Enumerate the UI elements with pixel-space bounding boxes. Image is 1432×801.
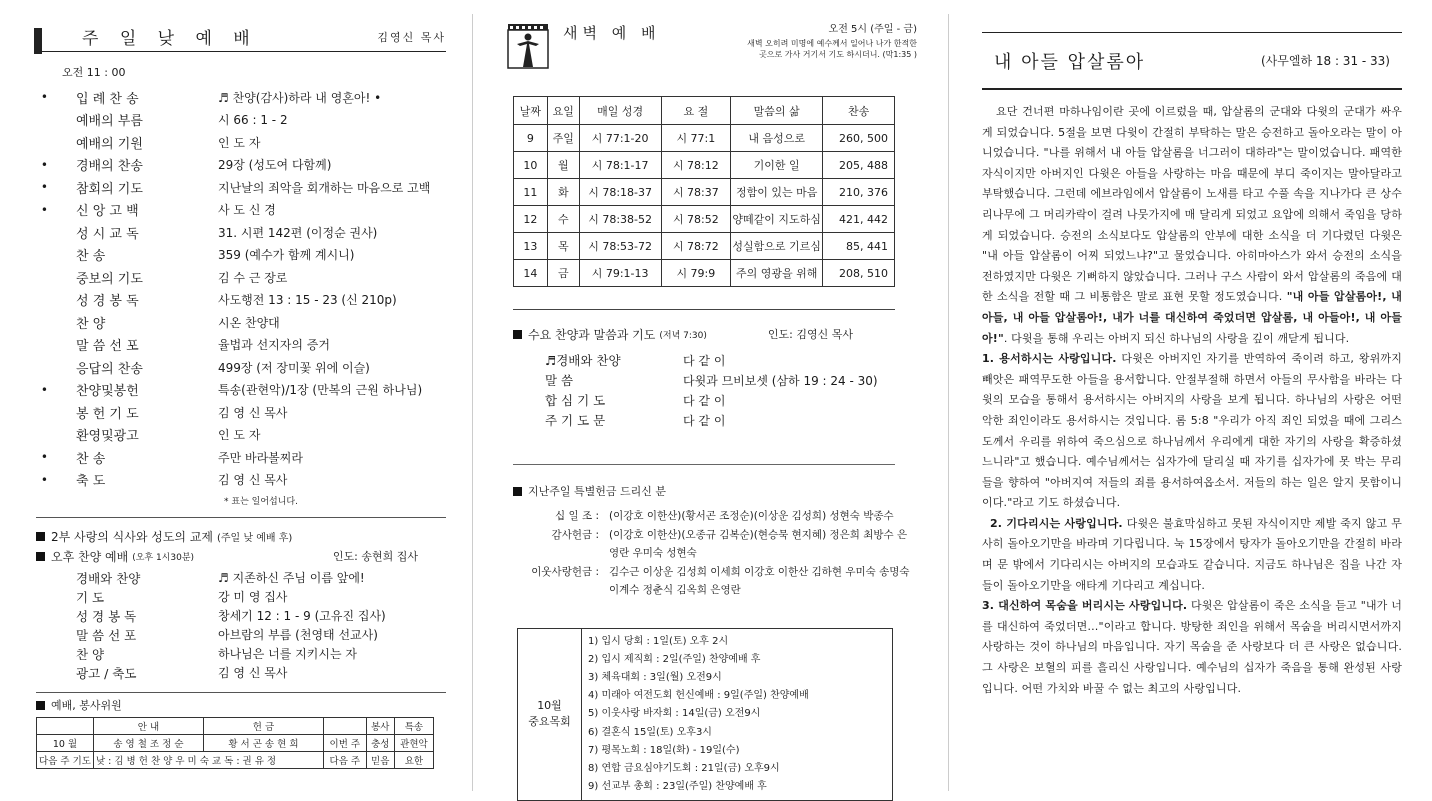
order-item [36,199,446,222]
table-cell: 송 영 철 조 정 순 [93,735,203,752]
part2-title: 2부 사랑의 식사와 성도의 교제 [51,529,213,544]
october-label-text: 중요목회 [528,715,571,729]
table-cell [323,718,366,735]
order-item [513,410,917,430]
table-cell: 특송 [394,718,433,735]
order-item-name: 기 도 [76,589,105,605]
offering-heading [513,481,917,501]
offering-row [513,526,917,563]
afternoon-leader: 인도: 송현희 집사 [332,550,418,563]
article-text: 다윗은 아버지인 자기를 반역하여 죽이려 하고, 왕위까지 빼앗은 패역무도한 아들을 용서합니다. 안절부절해 하면서 아들의 무사함을 바라는 다윗의 모습을 통해서 용서하시는 아버지의 사랑을 보게 됩니다. 하나님의 사랑은 어떤 악한 죄인이라도 용서하시는 것입니다. 롬 5:8 "우리가 아직 죄인 되었을 때에 그리스도께서 우리를 위하여 죽으심으로 하나님께서 우리에게 대한 자기의 사랑을 확증하셨느니라"고 했습니다. 예수님께서는 십자가에 달리실 때 자기를 십자가에 못 박는 무리들을 향하여 "아버지여 저들의 죄를 용서하여옵소서. 저들의 하는 일은 알지 못함이니이다."라고 기도 하셨습니다. [982,352,1402,510]
october-schedule-table [517,628,893,801]
offering-type: 십 일 조 : [555,510,599,522]
bullet-square-icon [36,701,45,710]
list-item: 7) 평목노회 : 18일(화) - 19일(수) [588,744,740,756]
article-text: 다윗은 압살롬이 죽은 소식을 듣고 "내가 너를 대신하여 죽었더면…"이라고 합니다. 방탕한 죄인을 위해서 목숨을 버리시면서까지 사랑하는 것이 하나님의 마음입니다. 자기 목숨을 준 사랑보다 더 큰 사랑은 없습니다. 그 사랑은 보혈의 피를 흘리신 사랑입니다. 예수님의 십자가 죽음을 통해 완성된 사랑입니다. 어떤 가치와 바꿀 수 없는 최고의 사랑입니다. [982,599,1402,695]
table-cell: 양떼같이 지도하심 [731,206,823,233]
order-item [36,266,446,289]
table-cell: 208, 510 [823,260,895,287]
order-item-name: 축 도 [76,474,106,490]
order-item [36,244,446,267]
article-point-heading: 3. 대신하여 목숨을 버리시는 사랑입니다. [982,599,1188,613]
sunday-time: 오전 11 : 00 [62,66,126,79]
order-item-name: 찬 송 [76,249,106,265]
list-item: 6) 결혼식 15일(토) 오후3시 [588,726,712,738]
table-cell: 9 [514,125,548,152]
bullet-square-icon [513,487,522,496]
part2-sub: (주일 낮 예배 후) [217,532,293,544]
dawn-schedule-table [513,96,895,287]
order-item-value: 아브람의 부름 (천영태 선교사) [218,628,378,642]
order-item-name: 환영및광고 [76,429,139,445]
article-point-heading: 1. 용서하시는 사랑입니다. [982,352,1117,366]
order-item [36,625,446,644]
order-item-value: 주만 바라볼찌라 [218,450,303,465]
order-item-value: 359 (예수가 함께 계시니) [218,248,355,263]
standing-mark: • [40,180,48,195]
order-item-value: 다 같 이 [683,413,726,428]
table-cell: 봉사 [366,718,394,735]
article-paragraph [982,596,1402,699]
afternoon-heading [36,546,446,566]
sunday-order-list [36,86,446,491]
table-cell: 210, 376 [823,179,895,206]
order-item-name: ♬경배와 찬양 [545,353,621,368]
order-item-value: ♬ 찬양(감사)하라 내 영혼아! • [218,90,382,105]
table-row [514,152,895,179]
order-item [36,176,446,199]
order-item-value: 다윗과 므비보셋 (삼하 19 : 24 - 30) [683,373,878,388]
dawn-verse-line: 새벽 오히려 미명에 예수께서 일어나 나가 한적한 [747,39,917,48]
table-cell: 성실함으로 기르심 [731,233,823,260]
staff-heading [36,697,446,713]
order-item [36,334,446,357]
table-cell: 시 78:53-72 [579,233,661,260]
table-cell [37,718,94,735]
october-label [518,628,582,801]
staff-table [36,717,434,769]
order-item-value: 인 도 자 [218,428,261,443]
title-bar-marker [34,28,42,54]
order-item-value: 하나님은 너를 지키시는 자 [218,647,357,661]
table-cell: 시 77:1-20 [579,125,661,152]
sunday-column [0,0,470,801]
wed-order-list [513,350,917,430]
order-item-name: 입 례 찬 송 [76,91,139,107]
order-item-name: 합 심 기 도 [545,393,606,408]
order-item [36,424,446,447]
section-rule [36,517,446,518]
table-row [514,206,895,233]
order-item [36,401,446,424]
table-cell: 421, 442 [823,206,895,233]
table-cell: 시 78:52 [661,206,731,233]
list-item: 1) 입시 당회 : 1일(토) 오후 2시 [588,635,729,647]
order-item [36,221,446,244]
table-cell: 85, 441 [823,233,895,260]
staff-title: 예배, 봉사위원 [51,699,122,712]
order-item-value: 다 같 이 [683,353,726,368]
table-cell: 시 78:72 [661,233,731,260]
section-rule [513,464,895,465]
table-cell: 헌 금 [203,718,323,735]
order-item [36,379,446,402]
table-cell: 12 [514,206,548,233]
table-cell: 월 [547,152,579,179]
list-item: 2) 입시 제직회 : 2일(주일) 찬양예배 후 [588,653,761,665]
table-header-cell: 매일 성경 [579,97,661,125]
table-cell: 14 [514,260,548,287]
table-cell: 주의 영광을 위해 [731,260,823,287]
order-item-value: 사 도 신 경 [218,203,276,218]
sunday-pastor: 김영신 목사 [377,30,446,44]
order-item [36,86,446,109]
standing-note: * 표는 일어섭니다. [224,497,298,507]
table-cell: 시 79:1-13 [579,260,661,287]
order-item-name: 말 씀 선 포 [76,339,139,355]
table-header-row [514,97,895,125]
table-cell: 시 78:18-37 [579,179,661,206]
order-item [36,131,446,154]
order-item-name: 예배의 기원 [76,136,143,152]
table-cell: 시 78:37 [661,179,731,206]
article-paragraph [982,349,1402,514]
table-cell: 260, 500 [823,125,895,152]
order-item-value: 김 수 근 장로 [218,270,288,285]
standing-mark: • [40,450,48,465]
article-text: 요단 건너편 마하나임이란 곳에 이르렀을 때, 압살롬의 군대와 다윗의 군대가 싸우게 되었습니다. 5절을 보면 다윗이 간절히 부탁하는 말은 승전하고 돌아오라는 말이 아니었습니다. "나를 위해서 내 아들 압살롬을 너그러이 대하라"는 말이었습니다. 패역한 자식이지만 아버지인 다윗은 아들을 사랑하는 마음 때문에 부디 죽이지는 말아달라고 부탁했습니다. 그런데 에브라임에서 압살롬이 노새를 타고 수풀 속을 지나가다 큰 상수리나무에 그 머리카락이 걸려 나뭇가지에 매 달리게 되었고 요압에 의해서 죽임을 당하게 되었습니다. 승전의 소식보다도 압살롬의 안부에 대한 소식을 더 기다렸던 다윗은 "내 아들 압살롬이 어찌 되었느냐?"고 물었습니다. 아히마아스가 와서 승전의 소식을 전하였지만 다윗은 기뻐하지 않았습니다. 그러나 구스 사람이 와서 압살롬의 죽음에 대한 소식을 전할 때 그 비통함은 말로 표현 못할 정도였습니다. [982,105,1402,304]
sunday-service-title: 주 일 낮 예 배 [82,29,258,49]
table-cell: 시 78:12 [661,152,731,179]
dawn-column [475,0,945,801]
dawn-verse-line: 곳으로 가사 거기서 기도 하시더니. (막1:35 ) [759,50,917,59]
order-item [513,350,917,370]
table-cell: 11 [514,179,548,206]
table-row [518,628,893,801]
order-item [36,356,446,379]
table-header-cell: 요 절 [661,97,731,125]
order-item-value: 지난날의 죄악을 회개하는 마음으로 고백 [218,180,431,195]
offering-row [513,563,917,600]
order-item-value: 율법과 선지자의 증거 [218,338,330,353]
article-text: . 다윗을 통해 우리는 아버지 되신 하나님의 사랑을 깊이 깨닫게 됩니다. [1003,331,1350,345]
table-cell: 내 음성으로 [731,125,823,152]
standing-mark: • [40,157,48,172]
offering-type: 감사헌금 : [551,528,599,541]
section-rule [36,692,446,693]
wed-time: (저녁 7:30) [659,330,707,341]
table-row [37,752,434,769]
table-row [37,718,434,735]
table-cell: 13 [514,233,548,260]
article-title: 내 아들 압살롬아 [994,51,1146,73]
table-cell: 시 77:1 [661,125,731,152]
afternoon-order-list [36,568,446,682]
dawn-title: 새벽 예 배 [563,24,661,42]
table-row [514,179,895,206]
order-item-name: 중보의 기도 [76,271,143,287]
order-item-name: 신 앙 고 백 [76,204,139,220]
order-item-value: 499장 (저 장미꽃 위에 이슬) [218,360,370,375]
article-reference: (사무엘하 18 : 31 - 33) [1261,54,1390,68]
table-header-cell: 날짜 [514,97,548,125]
order-item-name: 주 기 도 문 [545,413,606,428]
order-item [36,469,446,492]
table-cell: 205, 488 [823,152,895,179]
order-item-value: 31. 시편 142편 (이정순 권사) [218,225,378,240]
list-item: 9) 선교부 총회 : 23일(주일) 찬양예배 후 [588,781,767,793]
standing-mark: • [40,90,48,105]
table-cell: 이번 주 [323,735,366,752]
article-paragraph [982,514,1402,596]
order-item-value: 김 영 신 목사 [218,473,288,488]
bullet-square-icon [36,532,45,541]
order-item [513,370,917,390]
order-item [36,663,446,682]
order-item-name: 응답의 찬송 [76,361,143,377]
table-row [37,735,434,752]
october-items [582,628,893,801]
order-item-value: ♬ 지존하신 주님 이름 앞에! [218,571,365,585]
order-item-name: 예배의 부름 [76,114,143,130]
order-item-name: 찬 양 [76,646,105,662]
table-row [514,233,895,260]
article-paragraph [982,102,1402,349]
dawn-time: 오전 5시 (주일 - 금) [828,24,917,35]
wed-heading [513,324,917,344]
table-cell: 금 [547,260,579,287]
sunday-title-bar [36,22,446,52]
standing-mark: • [40,472,48,487]
dawn-header [513,22,917,94]
article-quote: "내 아들 압살롬아!, 내 아들, 내 아들 압살롬아!, 내가 너를 대신하여 죽었더면 압살롬, 내 아들아!, 내 아들아!" [982,290,1402,345]
order-item-name: 말 씀 선 포 [76,627,137,643]
dawn-info [747,24,917,60]
wed-leader: 인도: 김영신 목사 [767,328,853,341]
order-item-name: 봉 헌 기 도 [76,406,139,422]
offering-names: (이강호 이한산)(오종규 김복순)(현승묵 현지혜) 정은희 최방수 은영란 우미숙 성현숙 [609,528,908,559]
order-item [36,446,446,469]
article-column [950,0,1432,801]
article-text: 다윗은 불효막심하고 못된 자식이지만 제발 죽지 않고 무사히 돌아오기만을 바라며 기다립니다. 눅 15장에서 탕자가 돌아오기만을 간절히 바라며 문 밖에서 기다리시는 아버지의 모습과도 같습니다. 지금도 하나님은 집을 나간 자들이 돌아오기만을 애타게 기다리고 계십니다. [982,516,1402,592]
table-row [514,125,895,152]
list-item: 3) 체육대회 : 3일(월) 오전9시 [588,671,722,683]
offering-title: 지난주일 특별헌금 드리신 분 [528,485,667,498]
order-item [36,311,446,334]
part2-heading [36,526,446,546]
table-cell: 관현악 [394,735,433,752]
order-item-value: 사도행전 13 : 15 - 23 (신 210p) [218,293,397,308]
table-cell: 10 월 [37,735,94,752]
article-header [982,32,1402,90]
offering-names: 김수근 이상운 김성희 이세희 이강호 이한산 김하현 우미숙 송명숙 이계수 정춘식 김옥희 은영란 [609,565,910,596]
list-item: 5) 이웃사랑 바자회 : 14일(금) 오전9시 [588,708,761,720]
table-cell: 10 [514,152,548,179]
order-item-name: 말 씀 [545,373,574,388]
order-item [513,390,917,410]
order-item-name: 참회의 기도 [76,181,143,197]
order-item-value: 29장 (성도여 다함께) [218,158,332,173]
table-cell: 다음 주 기도 [37,752,94,769]
table-cell: 다음 주 [323,752,366,769]
table-cell: 화 [547,179,579,206]
order-item-name: 경배와 찬양 [76,570,141,586]
table-cell: 시 78:1-17 [579,152,661,179]
offering-type: 이웃사랑헌금 : [531,565,599,578]
order-item-name: 찬양및봉헌 [76,384,139,400]
table-header-cell: 요일 [547,97,579,125]
afternoon-time: (오후 1시30분) [132,552,195,563]
table-cell: 주일 [547,125,579,152]
order-item-name: 광고 / 축도 [76,665,137,681]
order-item-value: 창세기 12 : 1 - 9 (고유진 집사) [218,609,386,623]
order-item-value: 김 영 신 목사 [218,405,288,420]
table-cell: 목 [547,233,579,260]
table-header-cell: 말씀의 삶 [731,97,823,125]
order-item [36,606,446,625]
order-item [36,568,446,587]
table-cell: 황 서 곤 송 현 희 [203,735,323,752]
order-item-value: 시온 찬양대 [218,315,280,330]
order-item [36,644,446,663]
wed-title: 수요 찬양과 말씀과 기도 [528,327,656,342]
list-item: 4) 미래아 여전도회 헌신예배 : 9일(주일) 찬양예배 [588,690,809,702]
order-item [36,289,446,312]
bullet-square-icon [513,330,522,339]
order-item [36,587,446,606]
october-month: 10월 [537,699,562,713]
table-cell: 믿음 [366,752,394,769]
table-header-cell: 찬송 [823,97,895,125]
article-point-heading: 2. 기다리시는 사랑입니다. [990,516,1123,530]
order-item-name: 성 경 봉 독 [76,294,139,310]
table-cell: 시 78:38-52 [579,206,661,233]
bullet-square-icon [36,552,45,561]
afternoon-title: 오후 찬양 예배 [51,549,129,564]
order-item-value: 특송(관현악)/1장 (만복의 근원 하나님) [218,383,423,398]
offering-list [513,507,917,600]
standing-mark: • [40,382,48,397]
table-cell: 시 79:9 [661,260,731,287]
order-item-value: 강 미 영 집사 [218,590,288,604]
order-item [36,154,446,177]
section-rule [513,309,895,310]
order-item-name: 경배의 찬송 [76,159,143,175]
table-row [514,260,895,287]
order-item-value: 김 영 신 목사 [218,666,288,680]
table-cell: 충성 [366,735,394,752]
article-body [982,102,1402,699]
table-cell: 요한 [394,752,433,769]
order-item-name: 찬 송 [76,451,106,467]
table-cell: 낮 : 김 병 헌 찬 양 우 미 숙 교 독 : 권 유 정 [93,752,323,769]
table-cell: 기이한 일 [731,152,823,179]
order-item-name: 성 시 교 독 [76,226,139,242]
offering-names: (이강호 이한산)(황서곤 조정순)(이상운 김성희) 성현숙 박종수 [609,510,894,522]
offering-row [513,507,917,526]
order-item-value: 인 도 자 [218,135,261,150]
order-item-value: 시 66 : 1 - 2 [218,113,288,128]
table-cell: 수 [547,206,579,233]
praying-figure-icon [507,22,549,70]
table-cell: 안 내 [93,718,203,735]
order-item-value: 다 같 이 [683,393,726,408]
table-cell: 정함이 있는 마음 [731,179,823,206]
standing-mark: • [40,202,48,217]
list-item: 8) 연합 금요심야기도회 : 21일(금) 오후9시 [588,762,780,774]
order-item-name: 찬 양 [76,316,106,332]
order-item-name: 성 경 봉 독 [76,608,137,624]
order-item [36,109,446,132]
